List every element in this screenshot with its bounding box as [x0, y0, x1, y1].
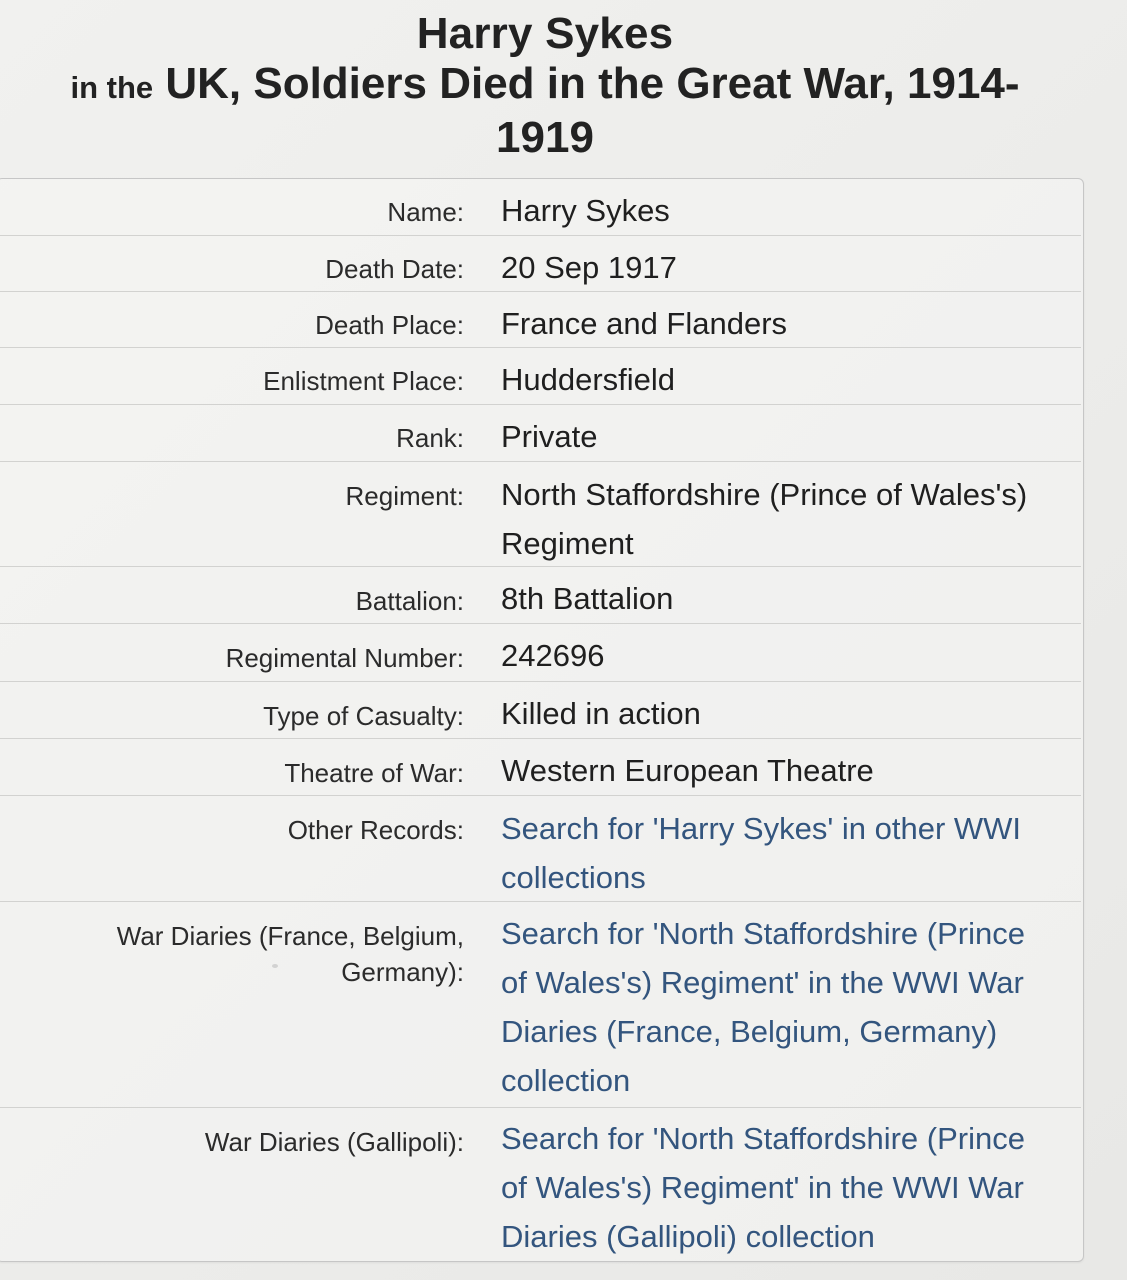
field-label: Type of Casualty: — [263, 701, 464, 731]
field-value: 242696 — [501, 638, 605, 673]
record-row-type-of-casualty — [0, 681, 1081, 739]
record-row-name — [0, 179, 1081, 235]
record-row-regiment — [0, 461, 1081, 567]
field-label: Theatre of War: — [284, 758, 464, 788]
field-value: France and Flanders — [501, 306, 788, 341]
record-row-battalion — [0, 566, 1081, 624]
link-text-line[interactable]: Diaries (Gallipoli) collection — [501, 1219, 875, 1254]
link-text-line[interactable]: collections — [501, 860, 646, 895]
link-text-line[interactable]: Search for 'Harry Sykes' in other WWI — [501, 811, 1022, 846]
field-label — [0, 918, 464, 990]
field-value-line: North Staffordshire (Prince of Wales's) — [501, 477, 1028, 512]
field-value: Killed in action — [501, 696, 701, 731]
record-row-war-diaries-gallipoli — [0, 1107, 1081, 1260]
page-title — [0, 8, 1090, 164]
paper-speck — [272, 964, 278, 968]
link-text-line[interactable]: Search for 'North Staffordshire (Prince — [501, 916, 1025, 951]
field-label: Death Date: — [325, 254, 464, 284]
field-label: Other Records: — [287, 815, 464, 845]
field-label: Death Place: — [315, 310, 464, 340]
field-label: Name: — [387, 197, 464, 227]
field-value-line: Regiment — [501, 526, 634, 561]
field-label-line: War Diaries (France, Belgium, — [116, 921, 464, 951]
link-text-line[interactable]: collection — [501, 1063, 631, 1098]
record-row-death-place — [0, 291, 1081, 348]
record-row-other-records — [0, 795, 1081, 902]
person-name-heading: Harry Sykes — [416, 9, 674, 58]
link-text-line[interactable]: of Wales's) Regiment' in the WWI War — [501, 1170, 1024, 1205]
field-label: War Diaries (Gallipoli): — [204, 1127, 464, 1157]
record-row-theatre-of-war — [0, 738, 1081, 796]
field-value: Private — [501, 419, 598, 454]
link-text-line[interactable]: Search for 'North Staffordshire (Prince — [501, 1121, 1025, 1156]
war-diaries-france-search-link[interactable] — [501, 909, 1071, 1105]
link-text-line[interactable]: Diaries (France, Belgium, Germany) — [501, 1014, 998, 1049]
record-row-death-date — [0, 235, 1081, 292]
field-value: Harry Sykes — [501, 193, 670, 228]
link-text-line[interactable]: of Wales's) Regiment' in the WWI War — [501, 965, 1024, 1000]
record-details-table — [0, 178, 1084, 1262]
field-label: Rank: — [396, 423, 464, 453]
collection-title: UK, Soldiers Died in the Great War, 1914- — [165, 59, 1020, 108]
collection-title-prefix: in the — [70, 70, 154, 105]
field-value: 20 Sep 1917 — [501, 250, 677, 285]
other-records-search-link[interactable] — [501, 804, 1071, 902]
collection-title-end: 1919 — [496, 113, 594, 162]
field-value: 8th Battalion — [501, 581, 674, 616]
record-row-enlistment-place — [0, 347, 1081, 405]
record-row-regimental-number — [0, 623, 1081, 682]
record-row-rank — [0, 404, 1081, 462]
field-label: Regimental Number: — [225, 643, 464, 673]
field-value: Western European Theatre — [501, 753, 874, 788]
war-diaries-gallipoli-search-link[interactable] — [501, 1114, 1071, 1261]
field-label: Enlistment Place: — [263, 366, 464, 396]
field-label: Regiment: — [345, 481, 464, 511]
field-label: Battalion: — [355, 586, 464, 616]
field-value: Huddersfield — [501, 362, 676, 397]
field-value — [501, 470, 1071, 568]
collection-title-line — [0, 58, 1090, 114]
field-label-line: Germany): — [341, 957, 464, 987]
record-row-war-diaries-france — [0, 901, 1081, 1108]
